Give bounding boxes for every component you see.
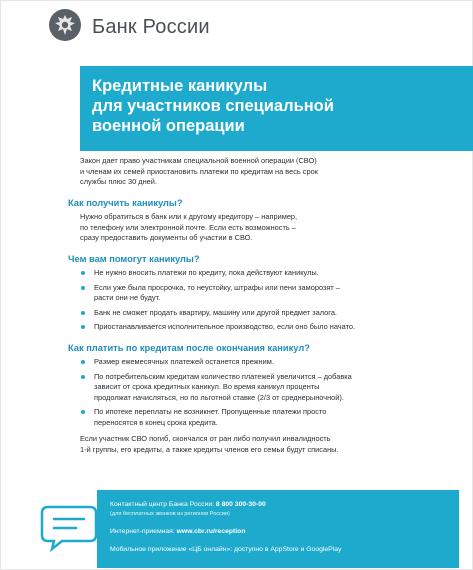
section1-paragraph: [80, 212, 380, 244]
double-headed-eagle-icon: [48, 8, 82, 47]
intro-line: службы плюс 30 дней.: [80, 177, 157, 186]
title-line: военной операции: [92, 117, 245, 135]
title-line: для участников специальной: [92, 97, 334, 115]
final-paragraph: [80, 434, 385, 455]
item-text: Если уже была просрочка, то неустойку, штрафы или пени заморозят –: [94, 282, 340, 292]
brand-header: [48, 8, 210, 47]
para-line: Нужно обратиться в банк или к другому кредитору – например,: [80, 212, 298, 221]
contact-center-line: [110, 501, 266, 508]
section-heading: Как платить по кредитам после окончания каникул?: [68, 342, 310, 353]
item-text: зависит от срока кредитных каникул. Во время каникул проценты: [94, 382, 320, 391]
after-holidays-list: [70, 357, 410, 428]
reception-label: Интернет-приемная:: [110, 528, 175, 535]
app-line: Мобильное приложение «ЦБ онлайн»: доступно в AppStore и GooglePlay: [110, 546, 342, 553]
reception-line: [110, 528, 246, 535]
item-text: Не нужно вносить платежи по кредиту, пока действуют каникулы.: [94, 268, 319, 277]
phone-link[interactable]: 8 800 300-30-00: [215, 501, 266, 508]
item-text: Банк не сможет продать квартиру, машину или другой предмет залога.: [94, 307, 337, 317]
item-text: Приостанавливается исполнительное производство, если оно было начато.: [94, 322, 356, 331]
contact-footer: [97, 490, 459, 568]
list-item: [80, 372, 394, 404]
bullet-icon: [81, 271, 85, 275]
item-text: расти они не будут.: [94, 293, 161, 302]
para-line: 1-й группы, его кредиты, а также кредиты членов его семьи будут списаны.: [80, 444, 339, 454]
section-heading: Чем вам помогут каникулы?: [68, 253, 200, 264]
bullet-icon: [81, 375, 85, 379]
list-item: [80, 268, 394, 279]
item-text: Размер ежемесячных платежей останется прежним.: [94, 357, 274, 366]
para-line: по телефону или электронной почте. Если есть возможность –: [80, 222, 296, 232]
intro-paragraph: [80, 156, 390, 188]
list-item: [80, 283, 394, 304]
bullet-icon: [81, 410, 85, 414]
intro-line: Закон дает право участникам специальной военной операции (СВО): [80, 156, 317, 165]
reception-link[interactable]: www.cbr.ru/reception: [176, 528, 246, 535]
bullet-icon: [81, 286, 85, 290]
contact-label: Контактный центр Банка России:: [110, 501, 215, 508]
title-line: Кредитные каникулы: [92, 77, 268, 95]
item-text: продолжат начисляться, но по льготной ставке (2/3 от среднерыночной).: [94, 392, 344, 402]
item-text: По ипотеке переплаты не возникнет. Пропущенные платежи просто: [94, 407, 327, 416]
phone-note: (для бесплатных звонков из регионов России): [110, 511, 230, 517]
intro-line: и членам их семей приостановить платежи по кредитам на весь срок: [80, 166, 318, 176]
list-item: [80, 322, 394, 333]
title-banner: [80, 66, 473, 151]
bullet-icon: [81, 325, 85, 329]
chat-bubble-icon: [40, 503, 98, 558]
bullet-icon: [81, 311, 85, 315]
list-item: [80, 308, 394, 319]
brand-name: Банк России: [92, 16, 210, 38]
page-title: [92, 76, 334, 136]
benefits-list: [70, 268, 410, 333]
para-line: сразу предоставить документы об участии в СВО.: [80, 233, 253, 242]
main-content: [70, 156, 410, 455]
list-item: [80, 407, 394, 428]
item-text: По потребительским кредитам количество платежей увеличится – добавка: [94, 371, 352, 381]
bullet-icon: [81, 360, 85, 364]
para-line: Если участник СВО погиб, скончался от ран либо получил инвалидность: [80, 434, 331, 443]
item-text: переносятся в конец срока кредита.: [94, 417, 218, 427]
list-item: [80, 357, 394, 368]
section-heading: Как получить каникулы?: [68, 197, 183, 208]
